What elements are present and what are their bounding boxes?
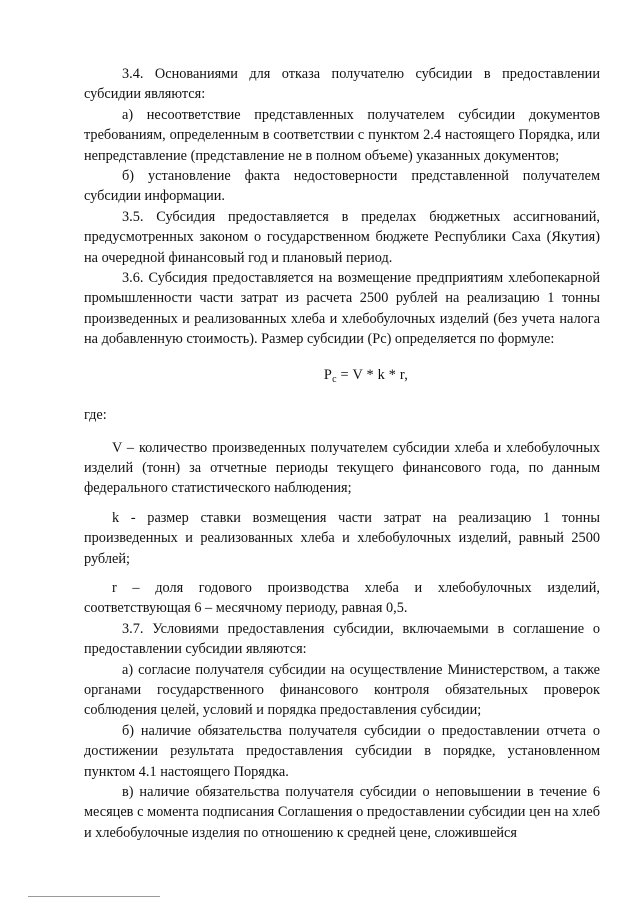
formula-lhs-subscript: с	[332, 373, 337, 385]
spacer	[84, 499, 600, 508]
paragraph-3-7-b: б) наличие обязательства получателя субсидии о предоставлении отчета о достижении результата предоставления субсидии в порядке, установленном пунктом 4.1 настоящего Порядка.	[84, 722, 600, 780]
definition-k: k - размер ставки возмещения части затрат на реализацию 1 тонны произведенных и реализованных хлеба и хлебобулочных изделий, равный 2500 рублей;	[84, 509, 600, 567]
paragraph-3-4-b: б) установление факта недостоверности представленной получателем субсидии информации.	[84, 168, 600, 205]
paragraph-3-4: 3.4. Основаниями для отказа получателю субсидии в предоставлении субсидии являются:	[84, 66, 600, 103]
footer-rule	[28, 896, 160, 897]
where-label: где:	[84, 407, 107, 424]
paragraph-3-7-a: а) согласие получателя субсидии на осуществление Министерством, а также органами государственного финансового контроля обязательных проверок соблюдения целей, условий и порядка предоставления субсидии;	[84, 661, 600, 719]
formula-rhs: = V * k * r,	[336, 366, 409, 383]
spacer	[84, 569, 600, 578]
paragraph-3-5: 3.5. Субсидия предоставляется в пределах бюджетных ассигнований, предусмотренных законом о государственном бюджете Республики Саха (Якутия) на очередной финансовый год и плановый период.	[84, 208, 600, 266]
paragraph-3-6: 3.6. Субсидия предоставляется на возмещение предприятиям хлебопекарной промышленности части затрат из расчета 2500 рублей на реализацию 1 тонны произведенных и реализованных хлеба и хлебобулочных изделий (без учета налога на добавленную стоимость). Размер субсидии (Рс) определяется по формуле:	[84, 270, 600, 348]
paragraph-3-7: 3.7. Условиями предоставления субсидии, включаемыми в соглашение о предоставлении субсидии являются:	[84, 620, 600, 658]
subsidy-formula	[132, 365, 600, 390]
definition-v: V – количество произведенных получателем субсидии хлеба и хлебобулочных изделий (тонн) за отчетные периоды текущего финансового года, по данным федерального статистического наблюдения;	[84, 439, 600, 497]
paragraph-3-7-c: в) наличие обязательства получателя субсидии о неповышении в течение 6 месяцев с момента подписания Соглашения о предоставлении субсидии цен на хлеб и хлебобулочные изделия по отношению к средней цене, сложившейся	[84, 784, 600, 841]
document-body	[84, 64, 600, 843]
formula-lhs: Р	[323, 366, 333, 383]
definition-r: r – доля годового производства хлеба и хлебобулочных изделий, соответствующая 6 – месячному периоду, равная 0,5.	[84, 579, 600, 617]
paragraph-3-4-a: а) несоответствие представленных получателем субсидии документов требованиям, определенным в соответствии с пунктом 2.4 настоящего Порядка, или непредставление (представление не в полном объеме) указанных документов;	[84, 106, 600, 164]
